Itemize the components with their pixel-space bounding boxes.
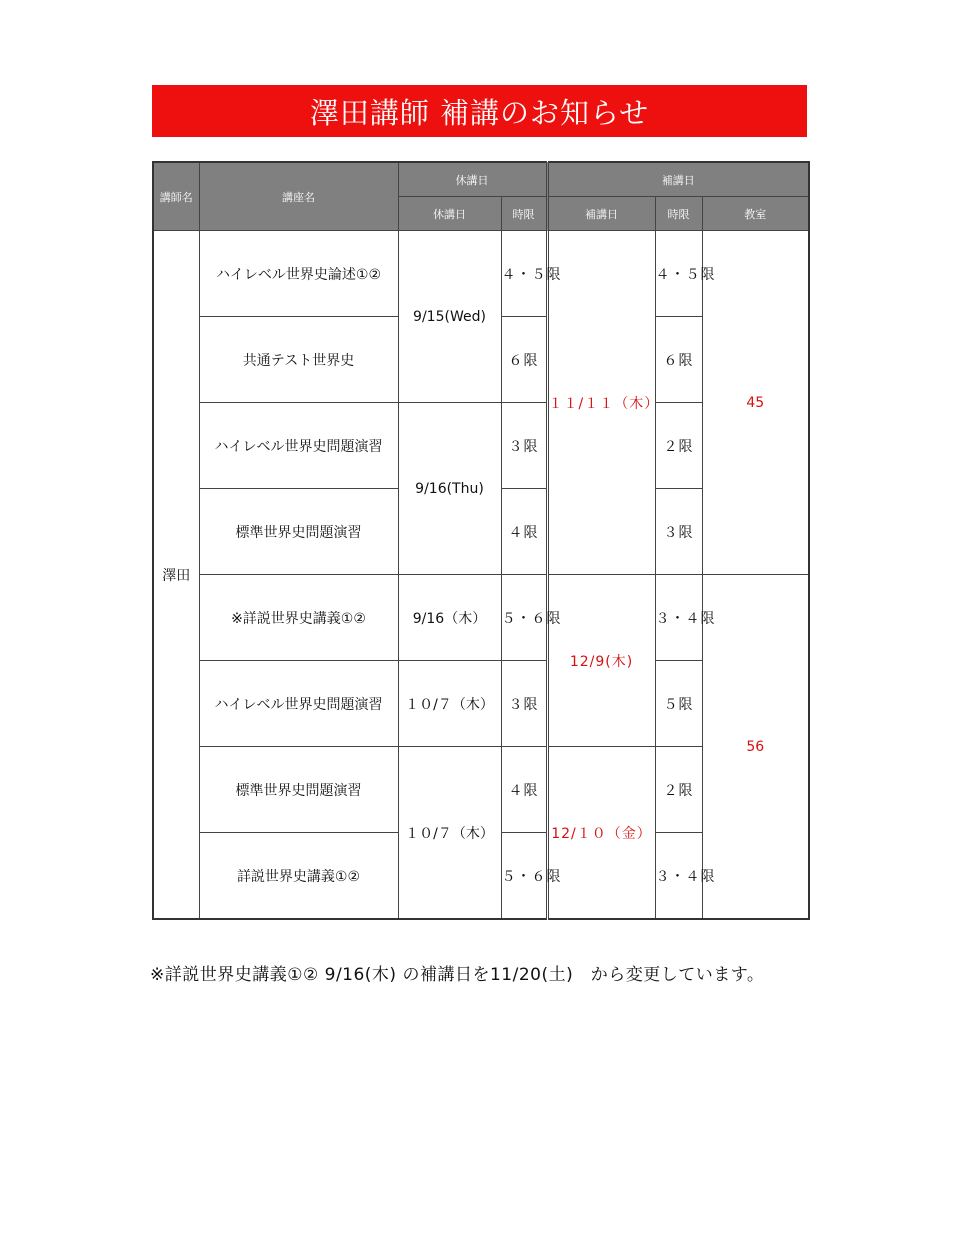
makeup-schedule-table [152, 161, 810, 920]
course-name: ハイレベル世界史論述①② [199, 231, 398, 317]
header-makeup-group: 補講日 [547, 162, 809, 197]
cancel-period: ６限 [501, 317, 547, 403]
cancel-date: 9/16(Thu) [398, 403, 501, 575]
makeup-period: ５限 [655, 661, 702, 747]
makeup-period: ３・４限 [655, 575, 702, 661]
course-name: 標準世界史問題演習 [199, 747, 398, 833]
makeup-date: 12/１０（金） [547, 747, 655, 920]
cancel-period: ３限 [501, 403, 547, 489]
table-row [153, 575, 809, 661]
cancel-date: １０/７（木） [398, 661, 501, 747]
cancel-date: 9/15(Wed) [398, 231, 501, 403]
course-name: 詳説世界史講義①② [199, 833, 398, 920]
cancel-period: ４限 [501, 747, 547, 833]
makeup-date: 12/9(木) [547, 575, 655, 747]
header-cancel-date: 休講日 [398, 197, 501, 231]
makeup-date: １１/１１（木） [547, 231, 655, 575]
cancel-period: ４・５限 [501, 231, 547, 317]
makeup-period: ２限 [655, 747, 702, 833]
page-title: 澤田講師 補講のお知らせ [152, 85, 807, 137]
header-teacher: 講師名 [153, 162, 199, 231]
cancel-period: ５・６限 [501, 833, 547, 920]
cancel-date: １０/７（木） [398, 747, 501, 920]
makeup-period: ６限 [655, 317, 702, 403]
makeup-period: ３限 [655, 489, 702, 575]
table-row [153, 231, 809, 317]
header-cancel-period: 時限 [501, 197, 547, 231]
makeup-period: ２限 [655, 403, 702, 489]
change-note: ※詳説世界史講義①② 9/16(木) の補講日を11/20(土) から変更しています。 [150, 965, 765, 985]
cancel-period: ４限 [501, 489, 547, 575]
header-course: 講座名 [199, 162, 398, 231]
makeup-period: ３・４限 [655, 833, 702, 920]
makeup-period: ４・５限 [655, 231, 702, 317]
course-name: ハイレベル世界史問題演習 [199, 661, 398, 747]
room-number: 45 [702, 231, 809, 575]
course-name: ※詳説世界史講義①② [199, 575, 398, 661]
header-makeup-period: 時限 [655, 197, 702, 231]
cancel-period: ５・６限 [501, 575, 547, 661]
course-name: ハイレベル世界史問題演習 [199, 403, 398, 489]
course-name: 標準世界史問題演習 [199, 489, 398, 575]
room-number: 56 [702, 575, 809, 920]
cancel-period: ３限 [501, 661, 547, 747]
teacher-name: 澤田 [153, 231, 199, 920]
cancel-date: 9/16（木） [398, 575, 501, 661]
course-name: 共通テスト世界史 [199, 317, 398, 403]
header-room: 教室 [702, 197, 809, 231]
header-cancel-group: 休講日 [398, 162, 547, 197]
header-makeup-date: 補講日 [547, 197, 655, 231]
